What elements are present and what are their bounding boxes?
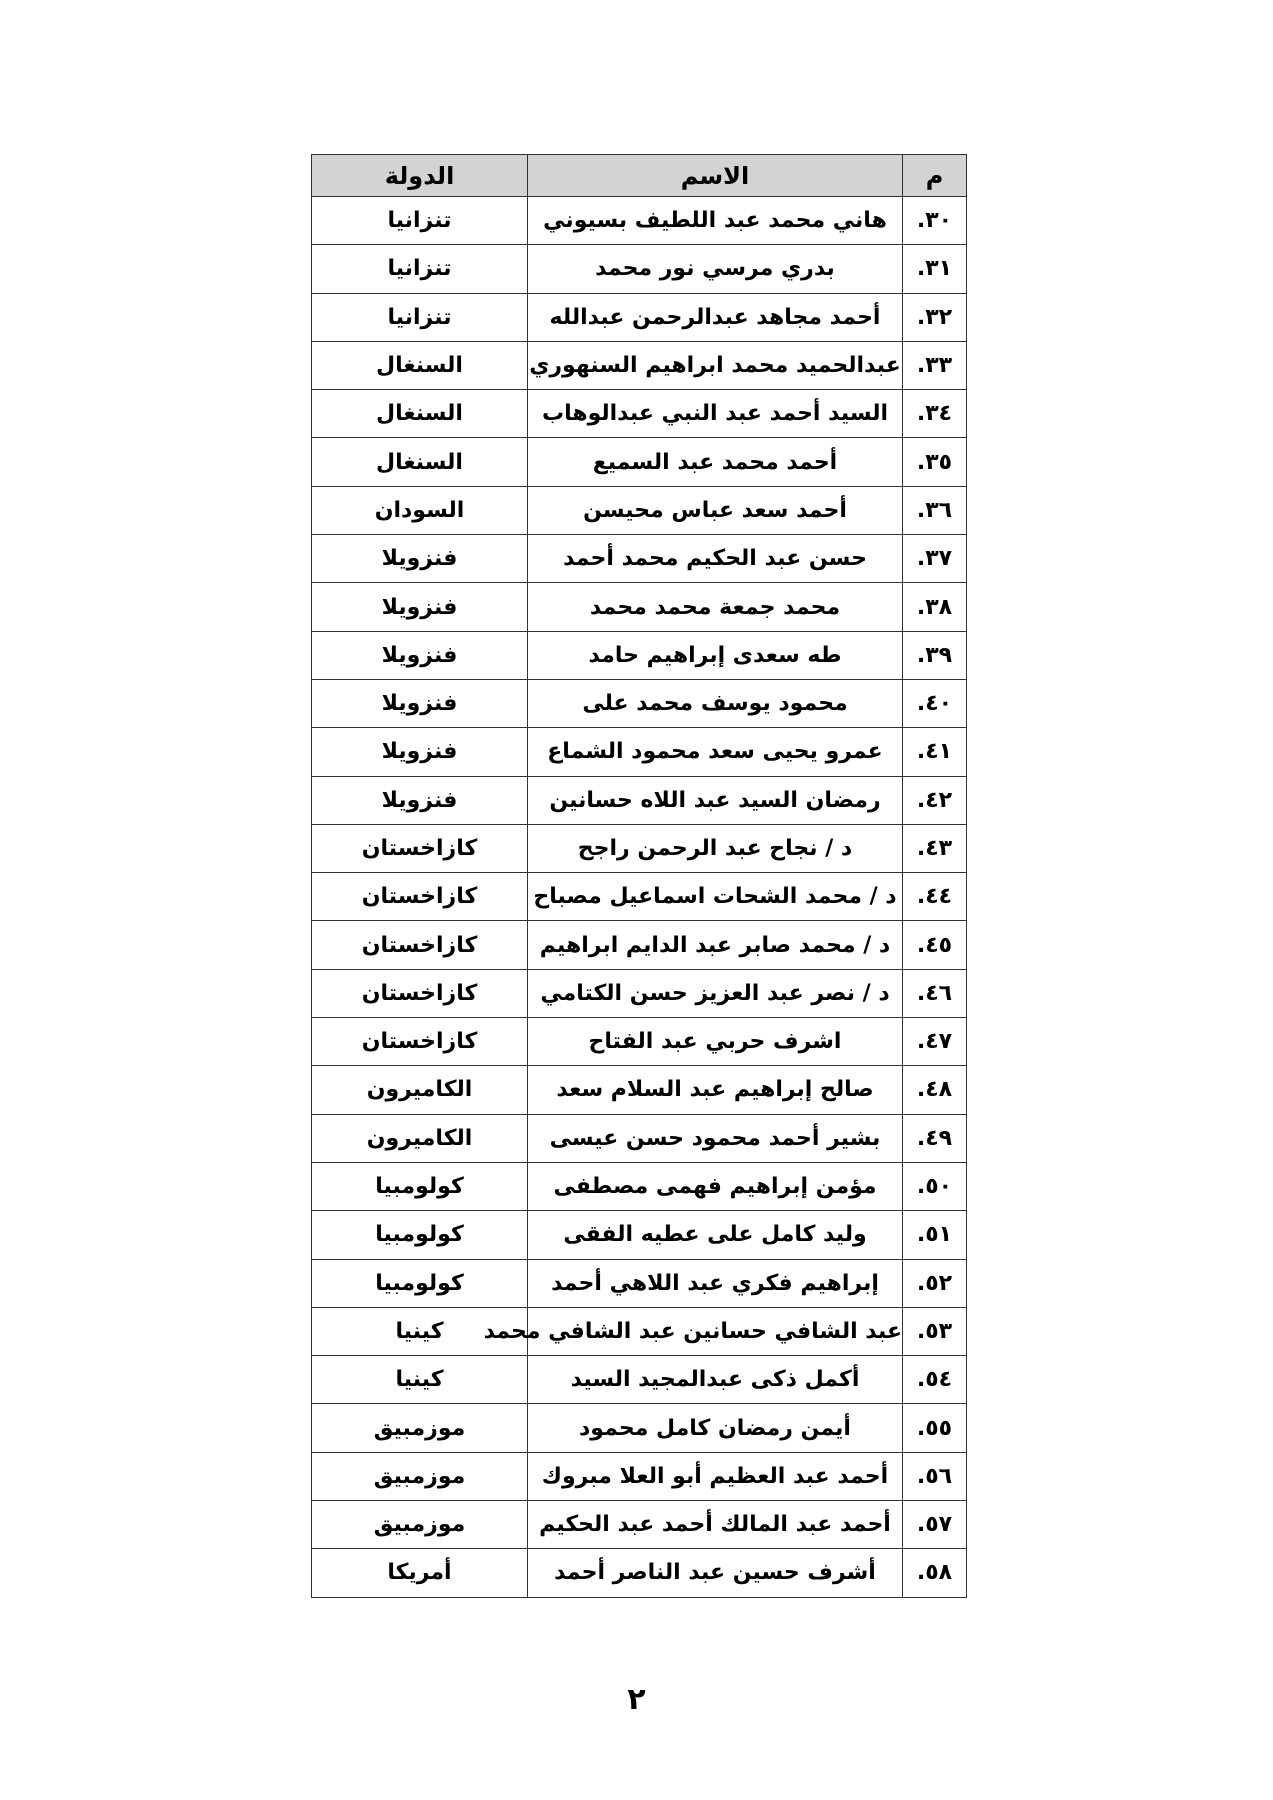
row-name: رمضان السيد عبد اللاه حسانين <box>528 776 903 824</box>
table-row <box>312 1114 967 1162</box>
table-row <box>312 631 967 679</box>
row-country: السنغال <box>312 390 528 438</box>
row-country: كولومبيا <box>312 1211 528 1259</box>
row-name: عبدالحميد محمد ابراهيم السنهوري <box>528 341 903 389</box>
row-country: كولومبيا <box>312 1162 528 1210</box>
row-name: أشرف حسين عبد الناصر أحمد <box>528 1549 903 1597</box>
row-number: ٤٧. <box>903 1018 967 1066</box>
row-name: بشير أحمد محمود حسن عيسى <box>528 1114 903 1162</box>
table-row <box>312 486 967 534</box>
row-number: ٥٥. <box>903 1404 967 1452</box>
table-row <box>312 1549 967 1597</box>
row-country: فنزويلا <box>312 776 528 824</box>
row-name: مؤمن إبراهيم فهمى مصطفى <box>528 1162 903 1210</box>
row-name: هاني محمد عبد اللطيف بسيوني <box>528 197 903 245</box>
row-number: ٤٩. <box>903 1114 967 1162</box>
header-name: الاسم <box>528 155 903 197</box>
row-number: ٥٠. <box>903 1162 967 1210</box>
row-country: الكاميرون <box>312 1114 528 1162</box>
table-row <box>312 776 967 824</box>
row-country: تنزانيا <box>312 197 528 245</box>
row-number: ٣٩. <box>903 631 967 679</box>
row-country: موزمبيق <box>312 1501 528 1549</box>
row-name: أحمد سعد عباس محيسن <box>528 486 903 534</box>
table-row <box>312 293 967 341</box>
row-name: وليد كامل على عطيه الفقى <box>528 1211 903 1259</box>
row-country: كازاخستان <box>312 921 528 969</box>
row-number: ٥١. <box>903 1211 967 1259</box>
header-number: م <box>903 155 967 197</box>
page-number: ٢ <box>627 1682 646 1717</box>
row-name: د / نصر عبد العزيز حسن الكتامي <box>528 969 903 1017</box>
table-row <box>312 1307 967 1355</box>
row-number: ٣٠. <box>903 197 967 245</box>
table-row <box>312 728 967 776</box>
row-country: فنزويلا <box>312 728 528 776</box>
row-country: فنزويلا <box>312 535 528 583</box>
row-name: صالح إبراهيم عبد السلام سعد <box>528 1066 903 1114</box>
row-name: أكمل ذكى عبدالمجيد السيد <box>528 1356 903 1404</box>
row-number: ٥٤. <box>903 1356 967 1404</box>
row-name: حسن عبد الحكيم محمد أحمد <box>528 535 903 583</box>
row-name: د / محمد الشحات اسماعيل مصباح <box>528 873 903 921</box>
row-country: فنزويلا <box>312 583 528 631</box>
row-name: د / نجاح عبد الرحمن راجح <box>528 824 903 872</box>
table-row <box>312 341 967 389</box>
table-row <box>312 679 967 727</box>
header-country: الدولة <box>312 155 528 197</box>
row-name: طه سعدى إبراهيم حامد <box>528 631 903 679</box>
row-number: ٤١. <box>903 728 967 776</box>
row-country: كولومبيا <box>312 1259 528 1307</box>
row-country: تنزانيا <box>312 245 528 293</box>
row-country: تنزانيا <box>312 293 528 341</box>
row-country: كازاخستان <box>312 824 528 872</box>
row-name: إبراهيم فكري عبد اللاهي أحمد <box>528 1259 903 1307</box>
row-country: موزمبيق <box>312 1404 528 1452</box>
table-row <box>312 921 967 969</box>
row-number: ٣٣. <box>903 341 967 389</box>
table-row <box>312 1501 967 1549</box>
row-name: السيد أحمد عبد النبي عبدالوهاب <box>528 390 903 438</box>
row-name: محمد جمعة محمد محمد <box>528 583 903 631</box>
row-country: كينيا <box>312 1356 528 1404</box>
names-table <box>311 154 967 1598</box>
row-name: أحمد مجاهد عبدالرحمن عبدالله <box>528 293 903 341</box>
row-name: اشرف حربي عبد الفتاح <box>528 1018 903 1066</box>
table-row <box>312 824 967 872</box>
table-row <box>312 1356 967 1404</box>
table-row <box>312 1259 967 1307</box>
row-name: عبد الشافي حسانين عبد الشافي محمد <box>528 1307 903 1355</box>
row-number: ٥٧. <box>903 1501 967 1549</box>
row-number: ٣١. <box>903 245 967 293</box>
table-row <box>312 1162 967 1210</box>
row-number: ٣٢. <box>903 293 967 341</box>
row-name: د / محمد صابر عبد الدايم ابراهيم <box>528 921 903 969</box>
row-number: ٤٠. <box>903 679 967 727</box>
row-number: ٥٨. <box>903 1549 967 1597</box>
row-number: ٤٨. <box>903 1066 967 1114</box>
row-country: كازاخستان <box>312 873 528 921</box>
table-row <box>312 390 967 438</box>
row-number: ٥٦. <box>903 1452 967 1500</box>
row-country: الكاميرون <box>312 1066 528 1114</box>
row-number: ٣٧. <box>903 535 967 583</box>
table-row <box>312 1018 967 1066</box>
row-number: ٤٢. <box>903 776 967 824</box>
table-row <box>312 969 967 1017</box>
row-number: ٤٣. <box>903 824 967 872</box>
row-country: كازاخستان <box>312 969 528 1017</box>
row-name: عمرو يحيى سعد محمود الشماع <box>528 728 903 776</box>
row-name: أحمد عبد العظيم أبو العلا مبروك <box>528 1452 903 1500</box>
row-number: ٣٤. <box>903 390 967 438</box>
row-name: أيمن رمضان كامل محمود <box>528 1404 903 1452</box>
table-row <box>312 873 967 921</box>
table-row <box>312 245 967 293</box>
row-country: كينيا <box>312 1307 528 1355</box>
row-country: السنغال <box>312 438 528 486</box>
row-number: ٣٥. <box>903 438 967 486</box>
table-row <box>312 535 967 583</box>
table-row <box>312 1211 967 1259</box>
row-country: أمريكا <box>312 1549 528 1597</box>
row-number: ٤٥. <box>903 921 967 969</box>
row-number: ٣٨. <box>903 583 967 631</box>
table-row <box>312 1404 967 1452</box>
row-number: ٥٢. <box>903 1259 967 1307</box>
row-number: ٤٦. <box>903 969 967 1017</box>
row-number: ٤٤. <box>903 873 967 921</box>
row-name: محمود يوسف محمد على <box>528 679 903 727</box>
row-name: بدري مرسي نور محمد <box>528 245 903 293</box>
table-row <box>312 1452 967 1500</box>
row-country: فنزويلا <box>312 679 528 727</box>
row-number: ٥٣. <box>903 1307 967 1355</box>
row-country: السودان <box>312 486 528 534</box>
header-row <box>312 155 967 197</box>
table-header <box>312 155 967 197</box>
row-name: أحمد عبد المالك أحمد عبد الحكيم <box>528 1501 903 1549</box>
row-number: ٣٦. <box>903 486 967 534</box>
row-country: موزمبيق <box>312 1452 528 1500</box>
table-row <box>312 583 967 631</box>
row-country: فنزويلا <box>312 631 528 679</box>
table-row <box>312 1066 967 1114</box>
table-row <box>312 197 967 245</box>
table-row <box>312 438 967 486</box>
row-name: أحمد محمد عبد السميع <box>528 438 903 486</box>
row-country: كازاخستان <box>312 1018 528 1066</box>
row-country: السنغال <box>312 341 528 389</box>
table-body <box>312 197 967 1598</box>
